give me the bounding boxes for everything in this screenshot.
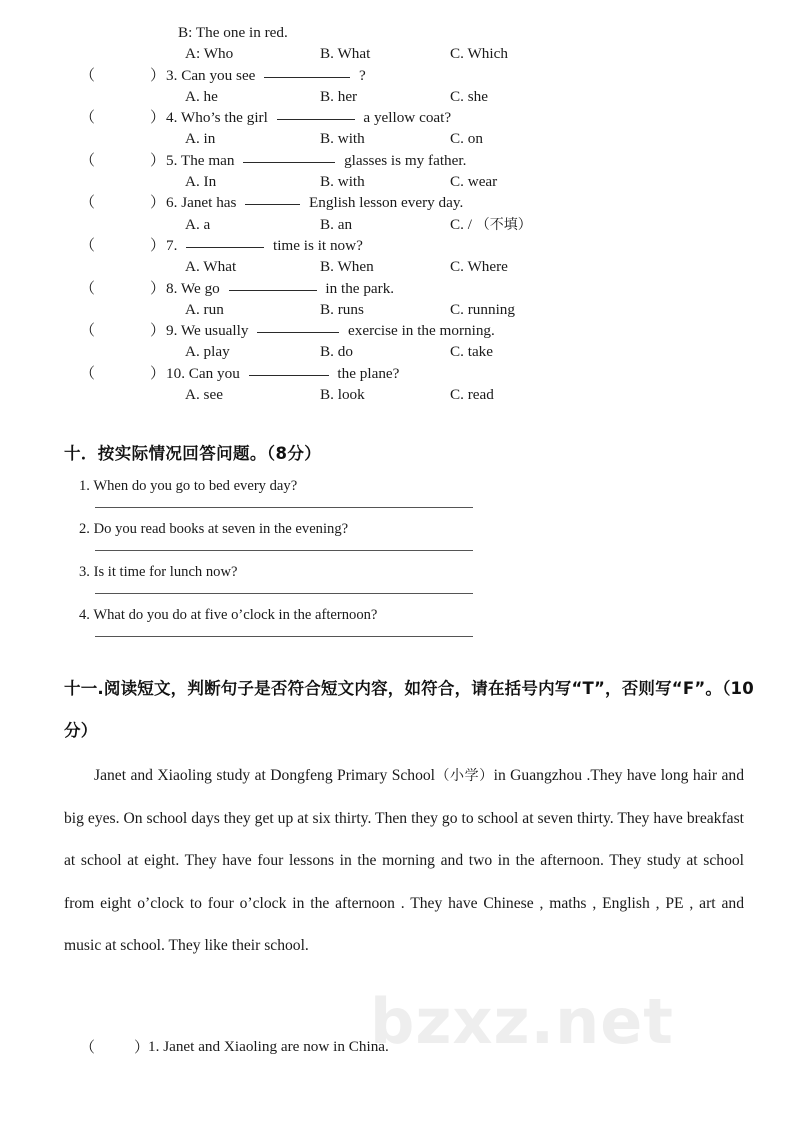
dialogue-text: B: The one in red. [178,24,288,41]
option-a[interactable]: A: Who [185,45,234,63]
option-b[interactable]: B. an [320,215,353,233]
option-c[interactable]: C. read [450,386,494,404]
answer-paren-close[interactable]: ） [150,278,166,297]
question-row [0,363,800,384]
question-stem-before: Janet has [181,194,241,212]
short-answer-question: 3. Is it time for lunch now? [79,564,238,580]
question-text [166,65,366,86]
option-b[interactable]: B. What [320,45,371,63]
option-row [0,299,800,320]
option-a[interactable]: A. run [185,300,224,318]
option-c[interactable]: C. on [450,130,483,148]
short-answer-item [0,605,800,648]
answer-paren-close[interactable]: ） [150,108,166,127]
true-false-block [0,1035,800,1059]
question-text [166,107,451,128]
answer-write-line[interactable] [95,550,473,551]
question-number: 4. [166,109,181,127]
answer-write-line[interactable] [95,507,473,508]
question-number: 10. [166,364,189,382]
question-stem-before: We go [180,279,224,297]
option-b[interactable]: B. with [320,173,365,191]
question-row [0,107,800,128]
option-c[interactable]: C. / （不填） [450,215,532,233]
option-b[interactable]: B. When [320,258,374,276]
question-number: 9. [166,322,181,340]
answer-paren-open[interactable]: （ [80,108,96,127]
short-answer-question: 4. What do you do at five o’clock in the afternoon? [79,607,378,623]
question-text [166,192,463,213]
option-a[interactable]: A. he [185,87,218,105]
tf-statement-text: 1. Janet and Xiaoling are now in China. [148,1038,389,1055]
question-row [0,235,800,256]
answer-write-line[interactable] [95,593,473,594]
option-a[interactable]: A. a [185,215,211,233]
option-c[interactable]: C. take [450,343,494,361]
answer-paren-close[interactable]: ） [150,65,166,84]
option-b[interactable]: B. her [320,87,358,105]
question-stem-before: Who’s the girl [180,109,272,127]
watermark-bzxz: bzxz.net [370,985,674,1058]
question-text [166,320,495,341]
question-text [166,278,394,299]
answer-paren-close[interactable]: ） [150,321,166,340]
answer-paren-close[interactable]: ） [150,193,166,212]
question-stem-before: The man [180,151,239,169]
option-row [0,171,800,192]
question-stem-after: glasses is my father. [340,151,467,169]
answer-paren-open[interactable]: （ [80,150,96,169]
question-text [166,363,399,384]
option-row [0,128,800,149]
fill-blank[interactable] [264,77,350,78]
passage-cn-gloss: （小学） [435,768,494,784]
answer-paren-close[interactable]: ） [150,150,166,169]
answer-paren-open[interactable]: （ [80,321,96,340]
answer-paren-open[interactable]: （ [80,363,96,382]
dialogue-line [0,22,800,43]
question-stem-before: We usually [180,322,253,340]
option-b[interactable]: B. look [320,386,365,404]
question-stem-after: English lesson every day. [305,194,464,212]
option-row [0,256,800,277]
option-a[interactable]: A. play [185,343,230,361]
option-c[interactable]: C. Where [450,258,508,276]
option-row [0,341,800,362]
question-stem-after: exercise in the morning. [344,322,495,340]
short-answer-block [0,476,800,648]
answer-paren-close[interactable]: ） [150,235,166,254]
question-number: 8. [166,279,181,297]
option-b[interactable]: B. do [320,343,353,361]
option-cn-note: （不填） [475,216,532,233]
fill-blank[interactable] [249,375,329,376]
question-number: 3. [166,66,182,84]
reading-passage: Janet and Xiaoling study at Dongfeng Primary School（小学）in Guangzhou .They have long hair and big eyes. On school days they get up at six thirty. Then they go to school at seven thirty. They have breakfast at school at eight. They have four lessons in the morning and two in the afternoon. They study at school from eight o’clock to four o’clock in the afternoon . They have Chinese , maths , English , PE , art and music at school. They like their school. [64,767,745,954]
tf-paren-close[interactable]: ） [134,1038,150,1056]
question-stem-before: Can you see [181,66,260,84]
answer-paren-close[interactable]: ） [150,363,166,382]
fill-blank[interactable] [186,247,264,248]
answer-write-line[interactable] [95,636,473,637]
answer-paren-open[interactable]: （ [80,193,96,212]
option-c[interactable]: C. Which [450,45,508,63]
question-stem-after: in the park. [321,279,395,297]
option-a[interactable]: A. see [185,386,223,404]
question-row [0,150,800,171]
fill-blank[interactable] [243,162,335,163]
option-row [0,384,800,405]
question-stem-after: time is it now? [269,236,363,254]
short-answer-item [0,519,800,562]
option-c[interactable]: C. running [450,300,515,318]
question-stem-after: the plane? [333,364,400,382]
option-b[interactable]: B. runs [320,300,364,318]
section-ten-heading: 十．按实际情况回答问题。（8分） [64,444,322,463]
option-a[interactable]: A. in [185,130,216,148]
short-answer-question: 2. Do you read books at seven in the evening? [79,521,349,537]
question-text [166,235,363,256]
true-false-row [0,1035,800,1059]
option-c[interactable]: C. wear [450,173,498,191]
multiple-choice-block [0,22,800,405]
answer-paren-open[interactable]: （ [80,65,96,84]
option-row [0,43,800,64]
question-row [0,278,800,299]
question-stem-after: ? [355,66,366,84]
question-text [166,150,466,171]
tf-paren-open[interactable]: （ [80,1038,96,1056]
option-row [0,214,800,235]
section-eleven-heading: 十一.阅读短文，判断句子是否符合短文内容，如符合，请在括号内写“T”，否则写“F”。（10分） [64,679,754,740]
question-number: 6. [166,194,182,212]
question-row [0,320,800,341]
option-row [0,86,800,107]
option-b[interactable]: B. with [320,130,365,148]
answer-paren-open[interactable]: （ [80,235,96,254]
question-number: 5. [166,151,181,169]
question-number: 7. [166,236,182,254]
question-row [0,65,800,86]
short-answer-question: 1. When do you go to bed every day? [79,478,298,494]
option-a[interactable]: A. In [185,173,217,191]
question-stem-before: Can you [188,364,244,382]
short-answer-item [0,562,800,605]
fill-blank[interactable] [229,290,317,291]
option-a[interactable]: A. What [185,258,237,276]
answer-paren-open[interactable]: （ [80,278,96,297]
question-row [0,192,800,213]
short-answer-item [0,476,800,519]
fill-blank[interactable] [257,332,339,333]
fill-blank[interactable] [277,119,355,120]
fill-blank[interactable] [245,204,300,205]
option-c[interactable]: C. she [450,87,488,105]
question-stem-after: a yellow coat? [359,109,452,127]
